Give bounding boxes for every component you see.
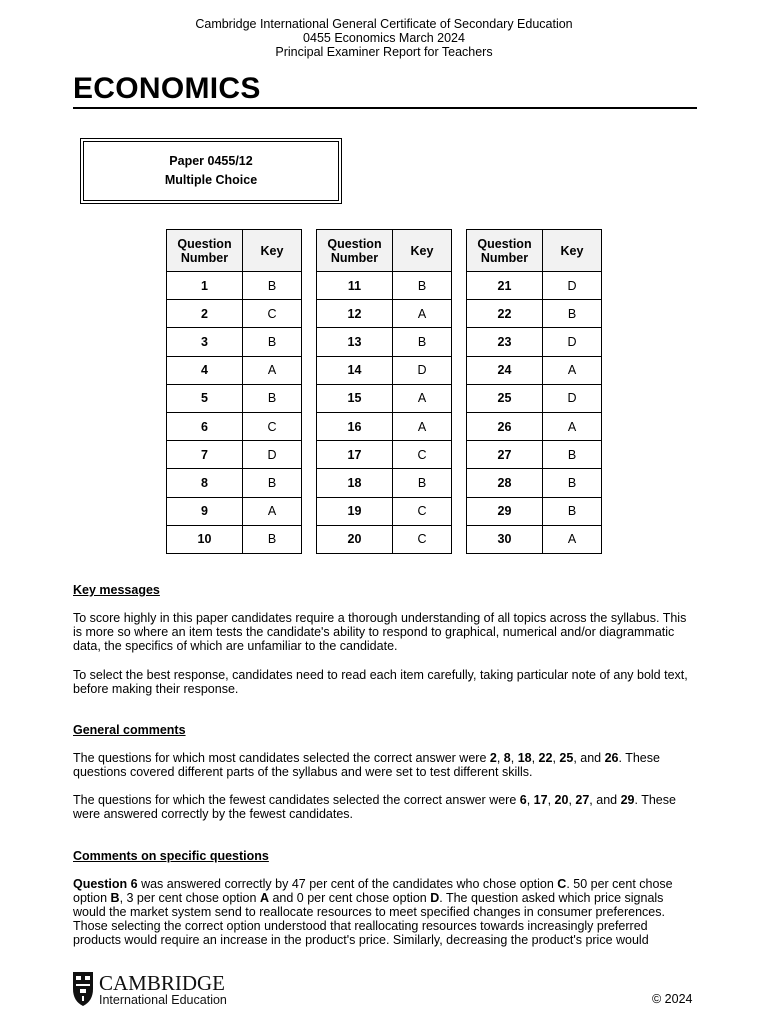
answer-key-cell: D	[243, 441, 302, 469]
question-number-cell: 6	[167, 412, 243, 440]
answer-key-cell: B	[393, 272, 452, 300]
list-separator: ,	[496, 751, 504, 765]
table-row	[467, 412, 602, 440]
question-number-cell: 26	[467, 412, 543, 440]
answer-key-cell: D	[543, 384, 602, 412]
general-p2-end: . These were answered correctly by the fewest candidates.	[73, 793, 676, 821]
key-messages-paragraph-1: To score highly in this paper candidates require a thorough understanding of all topics across the syllabus. This is more so where an item tests the candidate's ability to respond to graphical, numerical and/or diagrammatic data, the specifics of which are unfamiliar to the candidate.	[73, 611, 687, 653]
paper-code: Paper 0455/12	[169, 154, 253, 168]
shield-icon	[73, 972, 93, 1006]
answer-key-cell: D	[543, 272, 602, 300]
list-separator: ,	[510, 751, 518, 765]
key-table-3	[466, 229, 602, 554]
question-number-cell: 5	[167, 384, 243, 412]
header-line-2: 0455 Economics March 2024	[303, 31, 465, 45]
question-number-cell: 17	[317, 441, 393, 469]
question-number-cell: 24	[467, 356, 543, 384]
answer-key-cell: A	[393, 384, 452, 412]
question-number-header: Question Number	[167, 230, 243, 272]
question-number: 17	[533, 793, 548, 807]
answer-key-cell: B	[543, 497, 602, 525]
table-row	[317, 497, 452, 525]
question-number-cell: 10	[167, 525, 243, 553]
answer-key-cell: B	[243, 328, 302, 356]
question-number-cell: 23	[467, 328, 543, 356]
question-number: 26	[604, 751, 619, 765]
answer-key-cell: B	[543, 441, 602, 469]
specific-comments-section	[73, 849, 697, 947]
list-separator: , and	[589, 793, 621, 807]
question-number: 18	[517, 751, 532, 765]
question-number-cell: 12	[317, 300, 393, 328]
question-number-cell: 22	[467, 300, 543, 328]
key-header: Key	[393, 230, 452, 272]
q6-option-d: D	[430, 891, 440, 905]
question-number: 25	[559, 751, 574, 765]
question-number-cell: 14	[317, 356, 393, 384]
answer-key-cell: C	[393, 441, 452, 469]
q6-text-4: and 0 per cent chose option	[268, 891, 431, 905]
key-header: Key	[543, 230, 602, 272]
table-row	[167, 525, 302, 553]
most-correct-question-list	[490, 751, 619, 765]
general-p2-start: The questions for which the fewest candidates selected the correct answer were	[73, 793, 520, 807]
general-comments-paragraph-2	[73, 793, 697, 821]
question-number-header: Question Number	[317, 230, 393, 272]
table-row	[167, 272, 302, 300]
table-row	[467, 441, 602, 469]
key-table-1	[166, 229, 302, 554]
page-title: ECONOMICS	[73, 72, 261, 105]
question-number: 27	[575, 793, 590, 807]
paper-box-inner	[83, 141, 339, 201]
specific-comments-heading: Comments on specific questions	[73, 849, 269, 863]
logo-word: CAMBRIDGE	[99, 971, 226, 995]
question-number-cell: 16	[317, 412, 393, 440]
answer-key-cell: C	[243, 300, 302, 328]
title-rule	[73, 107, 697, 109]
question-number: 6	[519, 793, 527, 807]
general-comments-heading: General comments	[73, 723, 186, 737]
list-separator: ,	[568, 793, 576, 807]
question-number: 22	[538, 751, 553, 765]
q6-option-c: C	[557, 877, 567, 891]
table-row	[317, 412, 452, 440]
key-messages-paragraph-2: To select the best response, candidates need to read each item carefully, taking particular note of any bold text, before making their response.	[73, 668, 688, 696]
table-row	[167, 300, 302, 328]
logo-subtitle: International Education	[99, 993, 227, 1007]
table-row	[317, 441, 452, 469]
table-row	[467, 497, 602, 525]
answer-key-cell: B	[543, 469, 602, 497]
question-number: 20	[554, 793, 569, 807]
question-number-cell: 8	[167, 469, 243, 497]
question-6-label: Question 6	[73, 877, 138, 891]
question-number-cell: 1	[167, 272, 243, 300]
q6-text-5: . The question asked which price signals would the market system send to reallocate resources to meet specified changes in consumer preferences. Those selecting the correct option understood that reallocating resources towards increasingly preferred products would require an increase in the product's price. Similarly, decreasing the product's price would	[73, 891, 665, 947]
list-separator: ,	[552, 751, 560, 765]
answer-key-cell: B	[243, 384, 302, 412]
question-number: 2	[489, 751, 497, 765]
table-row	[317, 384, 452, 412]
table-row	[167, 384, 302, 412]
question-number-cell: 25	[467, 384, 543, 412]
list-separator: ,	[531, 751, 539, 765]
answer-key-cell: C	[243, 412, 302, 440]
table-row	[467, 328, 602, 356]
q6-option-a: A	[259, 891, 269, 905]
question-number-cell: 30	[467, 525, 543, 553]
cambridge-logo	[72, 970, 242, 1008]
table-row	[167, 412, 302, 440]
key-messages-heading: Key messages	[73, 583, 160, 597]
general-comments-paragraph-1	[73, 751, 697, 779]
question-number-cell: 27	[467, 441, 543, 469]
table-row	[167, 469, 302, 497]
table-row	[317, 300, 452, 328]
paper-type: Multiple Choice	[164, 173, 258, 187]
table-row	[167, 497, 302, 525]
table-row	[317, 356, 452, 384]
fewest-correct-question-list	[520, 793, 635, 807]
answer-key-cell: B	[243, 272, 302, 300]
answer-key-cell: A	[543, 412, 602, 440]
list-separator: , and	[573, 751, 605, 765]
question-number-cell: 13	[317, 328, 393, 356]
table-row	[167, 328, 302, 356]
key-table-header-row	[467, 230, 602, 272]
list-separator: ,	[526, 793, 534, 807]
general-p1-end: . These questions covered different parts of the syllabus and were set to test different skills.	[73, 751, 660, 779]
answer-key-cell: C	[393, 497, 452, 525]
list-separator: ,	[547, 793, 555, 807]
question-number-cell: 15	[317, 384, 393, 412]
report-header	[0, 17, 768, 59]
q6-text-3: , 3 per cent chose option	[119, 891, 260, 905]
answer-key-cell: A	[393, 300, 452, 328]
table-row	[467, 469, 602, 497]
answer-key-cell: B	[393, 328, 452, 356]
key-table-2	[316, 229, 452, 554]
question-number-cell: 28	[467, 469, 543, 497]
header-line-3: Principal Examiner Report for Teachers	[275, 45, 493, 59]
key-header: Key	[243, 230, 302, 272]
table-row	[467, 525, 602, 553]
table-row	[467, 272, 602, 300]
header-line-1: Cambridge International General Certificate of Secondary Education	[195, 17, 573, 31]
answer-key-cell: A	[543, 525, 602, 553]
question-number-cell: 4	[167, 356, 243, 384]
copyright: © 2024	[652, 992, 693, 1006]
answer-key-cell: A	[243, 356, 302, 384]
question-number-cell: 29	[467, 497, 543, 525]
question-number-cell: 3	[167, 328, 243, 356]
question-number-cell: 18	[317, 469, 393, 497]
q6-option-b: B	[110, 891, 120, 905]
table-row	[467, 356, 602, 384]
table-row	[467, 384, 602, 412]
table-row	[167, 356, 302, 384]
answer-key-cell: B	[393, 469, 452, 497]
question-number-cell: 21	[467, 272, 543, 300]
answer-key-cell: C	[393, 525, 452, 553]
question-number-cell: 2	[167, 300, 243, 328]
table-row	[317, 469, 452, 497]
question-number-cell: 20	[317, 525, 393, 553]
answer-key-cell: B	[243, 469, 302, 497]
question-number: 29	[620, 793, 635, 807]
paper-box	[80, 138, 342, 204]
question-number-header: Question Number	[467, 230, 543, 272]
table-row	[317, 328, 452, 356]
table-row	[317, 525, 452, 553]
key-messages-section	[73, 583, 697, 696]
answer-key-cell: A	[543, 356, 602, 384]
table-row	[317, 272, 452, 300]
answer-key-cell: B	[543, 300, 602, 328]
question-6-comment	[73, 877, 697, 947]
q6-text-2: . 50 per cent chose option	[73, 877, 673, 905]
key-table-header-row	[167, 230, 302, 272]
general-p1-start: The questions for which most candidates selected the correct answer were	[73, 751, 490, 765]
answer-key-cell: B	[243, 525, 302, 553]
question-number-cell: 7	[167, 441, 243, 469]
answer-key-cell: A	[393, 412, 452, 440]
general-comments-section	[73, 723, 697, 821]
question-number-cell: 19	[317, 497, 393, 525]
answer-key-cell: D	[393, 356, 452, 384]
answer-key-cell: A	[243, 497, 302, 525]
question-number-cell: 11	[317, 272, 393, 300]
key-table-header-row	[317, 230, 452, 272]
q6-text-1: was answered correctly by 47 per cent of the candidates who chose option	[137, 877, 558, 891]
question-number-cell: 9	[167, 497, 243, 525]
question-number: 8	[503, 751, 511, 765]
table-row	[467, 300, 602, 328]
answer-key-cell: D	[543, 328, 602, 356]
table-row	[167, 441, 302, 469]
